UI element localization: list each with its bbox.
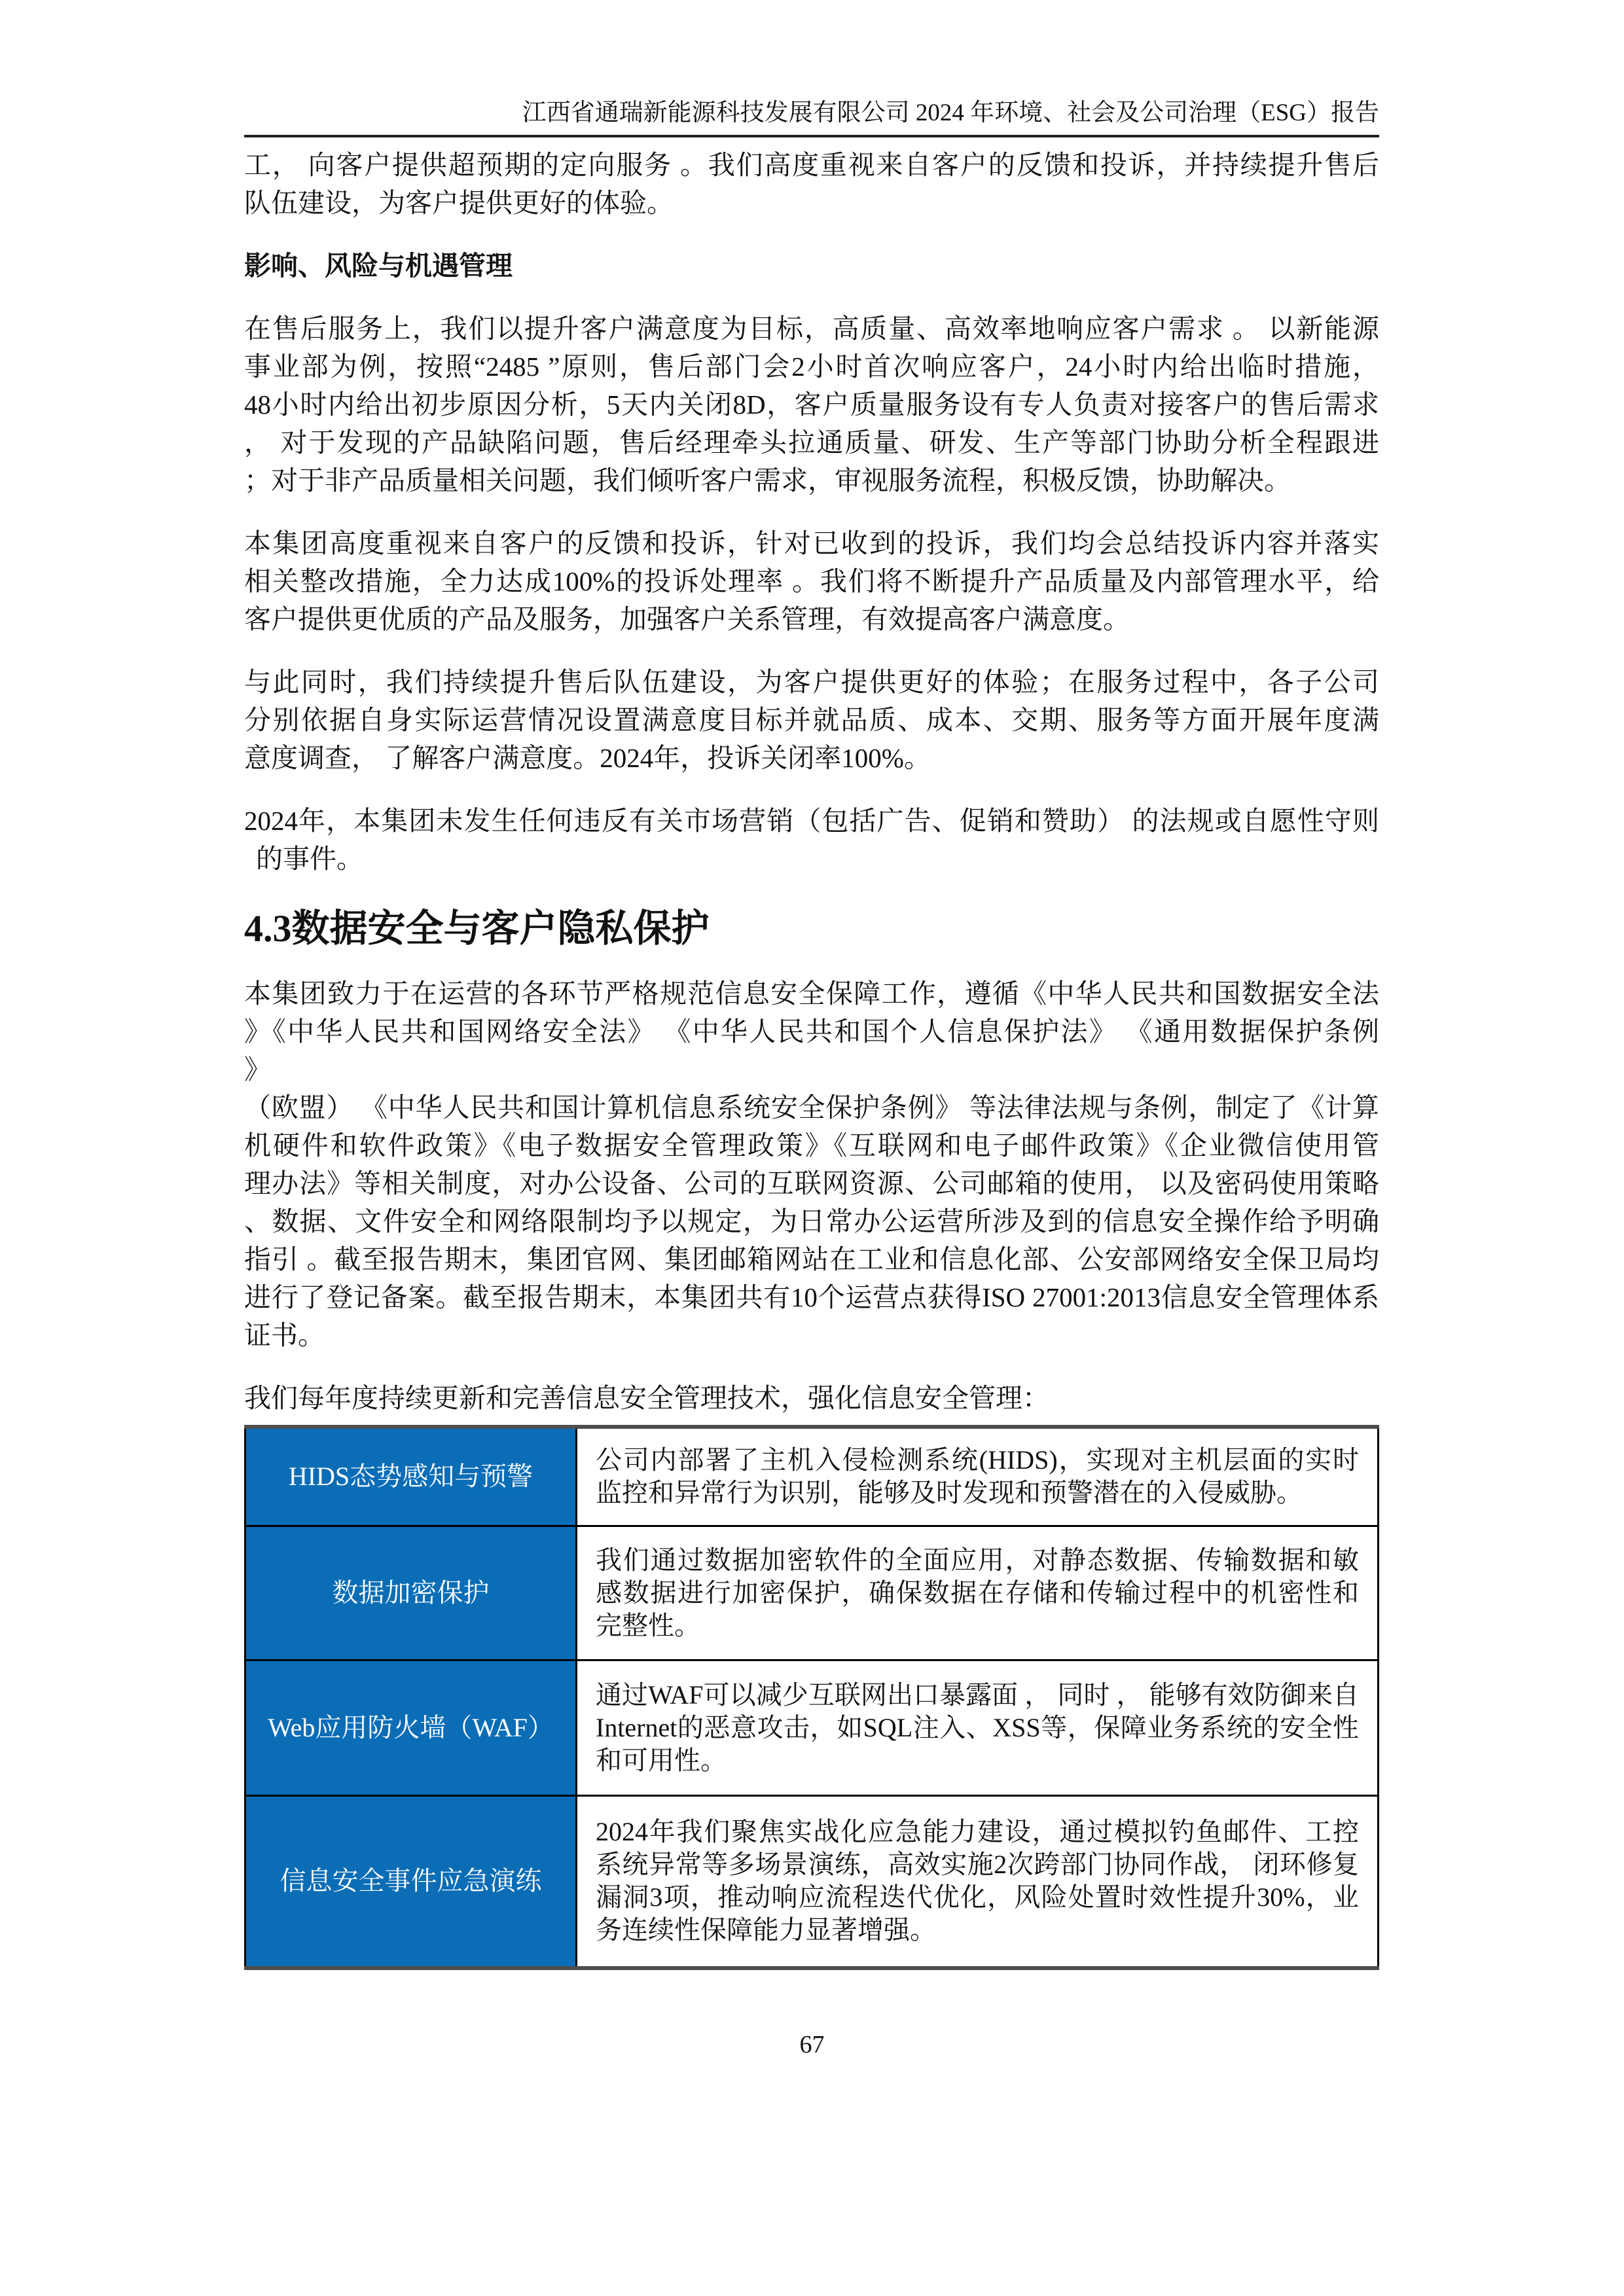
text-line: 事业部为例，按照“2485 ”原则，售后部门会2小时首次响应客户，24小时内给出临时措施， <box>244 351 1379 382</box>
table-row-hids <box>245 1427 1379 1526</box>
text-line: 完整性。 <box>596 1610 700 1640</box>
text-line: ， 对于发现的产品缺陷问题，售后经理牵头拉通质量、研发、生产等部门协助分析全程跟进 <box>244 427 1379 457</box>
feature-label-cell <box>245 1795 577 1968</box>
feature-label-cell <box>245 1660 577 1795</box>
text-line: 进行了登记备案。截至报告期末，本集团共有10个运营点获得ISO 27001:2013信息安全管理体系 <box>244 1282 1379 1312</box>
paragraph-table-intro <box>244 1379 1379 1417</box>
text-line: 理办法》等相关制度，对办公设备、公司的互联网资源、公司邮箱的使用， 以及密码使用策略 <box>244 1168 1379 1198</box>
feature-label-cell <box>245 1427 577 1526</box>
page-body <box>244 146 1379 1970</box>
paragraph-customer-service <box>244 146 1379 222</box>
text-line: Internet的恶意攻击，如SQL注入、XSS等，保障业务系统的安全性 <box>596 1712 1359 1742</box>
feature-label: 数据加密保护 <box>332 1577 490 1607</box>
paragraph-after-sales <box>244 310 1379 499</box>
text-line: 漏洞3项，推动响应流程迭代优化，风险处置时效性提升30%，业 <box>596 1882 1359 1912</box>
text-line: 本集团高度重视来自客户的反馈和投诉，针对已收到的投诉，我们均会总结投诉内容并落实 <box>244 528 1379 558</box>
feature-label: Web应用防火墙（WAF） <box>268 1712 554 1742</box>
text-line: 证书。 <box>244 1320 325 1350</box>
section-heading-data-security: 4.3数据安全与客户隐私保护 <box>244 907 710 950</box>
text-line: 工， 向客户提供超预期的定向服务 。我们高度重视来自客户的反馈和投诉，并持续提升售后 <box>244 150 1379 180</box>
feature-description-cell <box>577 1660 1379 1795</box>
text-line: 我们通过数据加密软件的全面应用，对静态数据、传输数据和敏 <box>596 1545 1359 1575</box>
text-line: 意度调查， 了解客户满意度。2024年，投诉关闭率100%。 <box>244 743 931 773</box>
text-line: 我们每年度持续更新和完善信息安全管理技术，强化信息安全管理： <box>244 1383 1049 1413</box>
text-line: ；对于非产品质量相关问题，我们倾听客户需求，审视服务流程，积极反馈，协助解决。 <box>244 465 1291 495</box>
text-line: 和可用性。 <box>596 1745 727 1775</box>
paragraph-marketing-compliance <box>244 802 1379 878</box>
text-line: 本集团致力于在运营的各环节严格规范信息安全保障工作，遵循《中华人民共和国数据安全法 <box>244 978 1379 1009</box>
text-line: 监控和异常行为识别，能够及时发现和预警潜在的入侵威胁。 <box>596 1478 1303 1508</box>
text-line: 队伍建设，为客户提供更好的体验。 <box>244 188 674 218</box>
security-measures-table <box>244 1425 1379 1970</box>
text-line: 机硬件和软件政策》《电子数据安全管理政策》《互联网和电子邮件政策》《企业微信使用管 <box>244 1130 1379 1160</box>
text-line: 在售后服务上，我们以提升客户满意度为目标，高质量、高效率地响应客户需求 。 以新能源 <box>244 314 1379 344</box>
text-line: 》《中华人民共和国网络安全法》 《中华人民共和国个人信息保护法》 《通用数据保护条例 <box>244 1016 1379 1047</box>
text-line: 48小时内给出初步原因分析，5天内关闭8D，客户质量服务设有专人负责对接客户的售后需求 <box>244 389 1379 420</box>
page-number: 67 <box>799 2031 825 2058</box>
paragraph-laws-followed <box>244 975 1379 1088</box>
table-row-encryption <box>245 1526 1379 1660</box>
page-header <box>244 97 1379 137</box>
paragraph-policies-certification <box>244 1088 1379 1354</box>
text-line: （欧盟） 《中华人民共和国计算机信息系统安全保护条例》 等法律法规与条例，制定了《计算 <box>244 1092 1379 1122</box>
text-line: 分别依据自身实际运营情况设置满意度目标并就品质、成本、交期、服务等方面开展年度满 <box>244 705 1379 735</box>
text-line: 感数据进行加密保护，确保数据在存储和传输过程中的机密性和 <box>596 1577 1359 1607</box>
text-line: 务连续性保障能力显著增强。 <box>596 1915 936 1945</box>
feature-label: HIDS态势感知与预警 <box>288 1462 533 1492</box>
text-line: 客户提供更优质的产品及服务，加强客户关系管理，有效提高客户满意度。 <box>244 604 1130 634</box>
impact-risk-opportunity-heading: 影响、风险与机遇管理 <box>244 251 513 281</box>
text-line: 、数据、文件安全和网络限制均予以规定，为日常办公运营所涉及到的信息安全操作给予明确 <box>244 1206 1379 1236</box>
text-line: 2024年我们聚焦实战化应急能力建设，通过模拟钓鱼邮件、工控 <box>596 1817 1359 1847</box>
report-header-title: 江西省通瑞新能源科技发展有限公司 2024 年环境、社会及公司治理（ESG）报告 <box>522 99 1379 126</box>
text-line: 通过WAF可以减少互联网出口暴露面 ， 同时 ， 能够有效防御来自 <box>596 1679 1359 1710</box>
table-row-emergency-drill <box>245 1795 1379 1968</box>
text-line: 相关整改措施，全力达成100%的投诉处理率 。我们将不断提升产品质量及内部管理水平，给 <box>244 566 1379 596</box>
text-line: 系统异常等多场景演练，高效实施2次跨部门协同作战， 闭环修复 <box>596 1850 1359 1880</box>
table-row-waf <box>245 1660 1379 1795</box>
feature-label-cell <box>245 1526 577 1660</box>
feature-description-cell <box>577 1427 1379 1526</box>
text-line: 2024年，本集团未发生任何违反有关市场营销（包括广告、促销和赞助） 的法规或自愿性守则 <box>244 806 1379 836</box>
feature-description-cell <box>577 1526 1379 1660</box>
text-line: 的事件。 <box>256 844 363 874</box>
feature-description-cell <box>577 1795 1379 1968</box>
text-line: 公司内部署了主机入侵检测系统(HIDS)，实现对主机层面的实时 <box>596 1445 1359 1475</box>
text-line: 指引 。截至报告期末，集团官网、集团邮箱网站在工业和信息化部、公安部网络安全保卫局均 <box>244 1244 1379 1274</box>
text-line: 与此同时，我们持续提升售后队伍建设，为客户提供更好的体验；在服务过程中，各子公司 <box>244 667 1379 697</box>
text-line: 》 <box>244 1054 271 1085</box>
paragraph-satisfaction-survey <box>244 663 1379 777</box>
paragraph-complaint-handling <box>244 524 1379 638</box>
feature-label: 信息安全事件应急演练 <box>280 1866 542 1896</box>
